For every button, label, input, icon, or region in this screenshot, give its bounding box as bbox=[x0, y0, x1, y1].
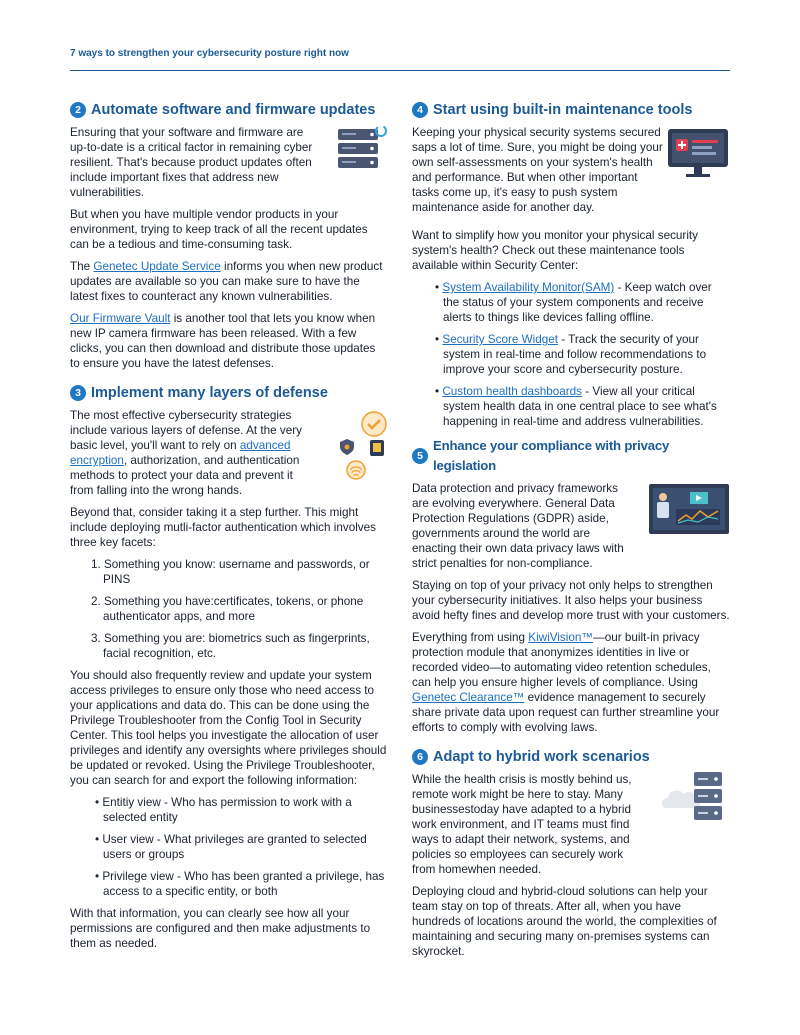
header-divider bbox=[70, 70, 730, 71]
paragraph: You should also frequently review and update your system access privileges to ensure only those who need access to your applications and data do. This can be done using the Privilege Troubleshooter from the Config Tool in Security Center. This tool helps you investigate the allocation of user privileges and identify any oversights where privileges should be updated or revoked. Using the Privilege Troubleshooter, you can search for and export the following information: bbox=[70, 669, 387, 787]
left-column bbox=[70, 100, 388, 958]
genetec-update-service-link[interactable]: Genetec Update Service bbox=[93, 260, 221, 273]
section-2-heading bbox=[70, 100, 388, 120]
privilege-views-list bbox=[70, 795, 388, 899]
server-update-icon bbox=[336, 125, 388, 177]
section-number-badge: 6 bbox=[412, 749, 428, 765]
section-number-badge: 3 bbox=[70, 385, 86, 401]
page-header-title: 7 ways to strengthen your cybersecurity posture right now bbox=[70, 48, 349, 59]
paragraph: Ensuring that your software and firmware are up-to-date is a critical factor in remaining cyber resilient. That's because product updates often include important fixes that address new vulnerabilities. bbox=[70, 126, 313, 199]
security-score-widget-link[interactable]: Security Score Widget bbox=[442, 333, 558, 346]
list-item: • User view - What privileges are granted to selected users or groups bbox=[95, 833, 367, 861]
kiwivision-link[interactable]: KiwiVision™ bbox=[528, 631, 594, 644]
section-title: Implement many layers of defense bbox=[91, 385, 328, 401]
firmware-vault-link[interactable]: Our Firmware Vault bbox=[70, 312, 171, 325]
genetec-clearance-link[interactable]: Genetec Clearance™ bbox=[412, 691, 525, 704]
section-number-badge: 5 bbox=[412, 448, 428, 464]
paragraph: But when you have multiple vendor products in your environment, trying to keep track of all the recent updates can be a tedious and time-consuming task. bbox=[70, 208, 368, 251]
list-item: • Custom health dashboards - View all your critical system health data in one central place to see what's happening in real-time and address vulnerabilities. bbox=[435, 385, 717, 428]
list-item: • Privilege view - Who has been granted a privilege, has access to a specific entity, or both bbox=[95, 870, 385, 898]
section-title: Adapt to hybrid work scenarios bbox=[433, 749, 650, 765]
advanced-encryption-link[interactable]: advanced encryption bbox=[70, 439, 291, 467]
list-item: 1. Something you know: username and passwords, or PINS bbox=[91, 558, 370, 586]
paragraph: Staying on top of your privacy not only helps to strengthen your cybersecurity initiatives. It also helps your business avoid hefty fines and develop more trust with your customers. bbox=[412, 579, 730, 622]
paragraph: With that information, you can clearly see how all your permissions are configured and then make adjustments to them as needed. bbox=[70, 907, 371, 950]
list-item: • Entitiy view - Who has permission to work with a selected entity bbox=[95, 796, 352, 824]
paragraph: Deploying cloud and hybrid-cloud solutions can help your team stay on top of threats. After all, when you have hundreds of locations around the world, the complexities of maintaining and securing many on-premises systems can skyrocket. bbox=[412, 885, 717, 958]
custom-health-dashboards-link[interactable]: Custom health dashboards bbox=[442, 385, 583, 398]
paragraph: Our Firmware Vault is another tool that lets you know when new IP camera firmware has been released. With a few clicks, you can then download and distribute those updates to ensure you have the latest defenses. bbox=[70, 312, 376, 370]
paragraph: Keeping your physical security systems secured saps a lot of time. Sure, you might be doing your own self-assessments on your system's health and performance. But when other important tasks come up, it's easy to push system maintenance aside for another day. bbox=[412, 126, 663, 214]
section-number-badge: 4 bbox=[412, 102, 428, 118]
list-item: 2. Something you have:certificates, tokens, or phone authenticator apps, and more bbox=[91, 595, 364, 623]
paragraph: Want to simplify how you monitor your physical security system's health? Check out these maintenance tools available within Security Center: bbox=[412, 229, 699, 272]
cloud-server-icon bbox=[660, 768, 730, 832]
paragraph: Beyond that, consider taking it a step further. This might include deploying mutli-factor authentication which involves three key facets: bbox=[70, 506, 376, 549]
section-title: Automate software and firmware updates bbox=[91, 102, 376, 118]
section-number-badge: 2 bbox=[70, 102, 86, 118]
section-5-heading bbox=[412, 436, 730, 476]
section-6-heading bbox=[412, 747, 730, 767]
section-title: Start using built-in maintenance tools bbox=[433, 102, 693, 118]
mfa-facets-list bbox=[70, 557, 388, 661]
security-layers-icon bbox=[332, 408, 388, 488]
sam-link[interactable]: System Availability Monitor(SAM) bbox=[442, 281, 615, 294]
health-monitor-icon bbox=[666, 127, 730, 185]
list-item: 3. Something you are: biometrics such as fingerprints, facial recognition, etc. bbox=[91, 632, 370, 660]
maintenance-tools-list bbox=[412, 280, 730, 429]
section-title: Enhance your compliance with privacy legislation bbox=[433, 438, 670, 473]
right-column bbox=[412, 100, 730, 966]
section-3-heading bbox=[70, 383, 388, 403]
paragraph: While the health crisis is mostly behind us, remote work might be here to stay. Many businessestoday have adapted to a hybrid work environment, and IT teams must find ways to adapt their network, systems, and policies so employees can securely work from homewhen needed. bbox=[412, 773, 632, 876]
list-item: • Security Score Widget - Track the security of your system in real-time and follow recommendations to improve your score and cybersecurity posture. bbox=[435, 333, 707, 376]
paragraph: Everything from using KiwiVision™—our built-in privacy protection module that anonymizes identities in live or recorded video—to automating video retention schedules, can help you ensure higher levels of compliance. Using Genetec Clearance™ evidence management to securely share private data upon request can further streamline your efforts to comply with evolving laws. bbox=[412, 631, 720, 734]
section-4-heading bbox=[412, 100, 730, 120]
paragraph: Data protection and privacy frameworks are evolving everywhere. General Data Protection Regulations (GDPR) aside, governments around the world are enacting their own data privacy laws with strict penalties for non-compliance. bbox=[412, 482, 624, 570]
paragraph: The most effective cybersecurity strategies include various layers of defense. At the very basic level, you'll want to rely on advanced encryption, authorization, and authentication methods to protect your data and prevent it from falling into the wrong hands. bbox=[70, 409, 302, 497]
list-item: • System Availability Monitor(SAM) - Keep watch over the status of your system components and receive alerts to things like devices falling offline. bbox=[435, 281, 712, 324]
privacy-video-icon bbox=[648, 483, 730, 539]
paragraph: The Genetec Update Service informs you when new product updates are available so you can make sure to have the latest fixes to counteract any known vulnerabilities. bbox=[70, 260, 383, 303]
